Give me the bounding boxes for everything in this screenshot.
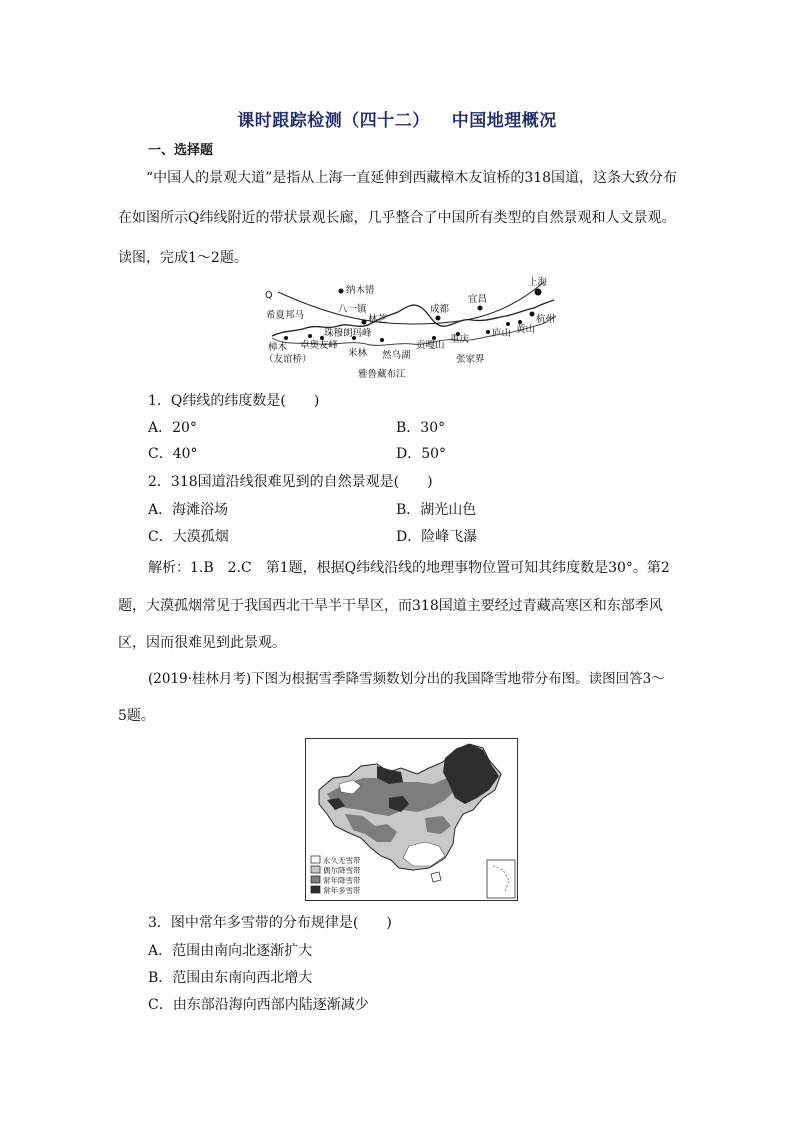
marker-chengdu [436, 316, 441, 321]
label-milin: 米林 [348, 348, 368, 359]
legend-label-occasional: 偶尔降雪带 [323, 866, 361, 875]
q3-option-a: A．范围由南向北逐渐扩大 [148, 943, 313, 959]
label-bayizhen: 八一镇 [338, 304, 367, 315]
marker-yichang [478, 306, 483, 311]
analysis-line-1: 解析：1.B 2.C 第1题，根据Q纬线沿线的地理事物位置可知其纬度数是30°。第2 [148, 560, 670, 576]
intro-paragraph: “中国人的景观大道”是指从上海一直延伸到西藏樟木友谊桥的318国道，这条大致分布在如图所示Q纬线附近的带状景观长廊，几乎整合了中国所有类型的自然景观和人文景观。读图，完成1～2题。 [118, 170, 678, 266]
page-title [0, 106, 794, 131]
q1-option-d: D．50° [396, 446, 447, 462]
hainan-island [431, 872, 441, 882]
marker-zhangmu [284, 336, 288, 340]
marker-zhangjiajie [486, 330, 490, 334]
legend-swatch-occasional [311, 866, 320, 873]
label-huangshan: 黄山 [516, 324, 536, 335]
analysis-line-2: 题，大漠孤烟常见于我国西北干旱半干旱区，而318国道主要经过青藏高寒区和东部季风 [118, 598, 663, 614]
label-xixiabangma: 希夏邦马 [266, 310, 305, 321]
q1-stem: 1．Q纬线的纬度数是( ) [148, 393, 320, 409]
marker-lushan [506, 322, 510, 326]
marker-ranwuhu [380, 338, 384, 342]
label-zhangjiajie: 张家界 [456, 354, 485, 365]
marker-hangzhou [530, 312, 535, 317]
q1-option-b: B．30° [396, 420, 446, 436]
label-lushan: 庐山 [492, 328, 512, 339]
latitude-line-q [278, 282, 544, 324]
q2-option-b: B．湖光山色 [396, 502, 477, 518]
marker-zhuoaoyou [308, 334, 312, 338]
label-zhangmu: 樟木 [268, 342, 288, 353]
intro2-line-2: 5题。 [118, 708, 155, 724]
snow-zone-map [305, 738, 518, 901]
intro2-line-1: (2019·桂林月考)下图为根据雪季降雪频数划分出的我国降雪地带分布图。读图回答3～ [148, 671, 665, 687]
q2-stem: 2．318国道沿线很难见到的自然景观是( ) [148, 474, 433, 490]
q1-option-c: C．40° [148, 446, 198, 462]
legend-swatch-none [311, 856, 320, 863]
label-namucuo: 纳木错 [346, 285, 375, 296]
q2-option-c: C．大漠孤烟 [148, 529, 229, 545]
label-yarlung: 雅鲁藏布江 [358, 369, 406, 380]
label-zhuoaoyou: 卓奥友峰 [300, 340, 339, 351]
q3-option-b: B．范围由东南向西北增大 [148, 970, 313, 986]
title-sub: 中国地理概况 [451, 111, 557, 131]
legend-swatch-heavy [311, 886, 320, 893]
south-sea-inset [487, 860, 515, 898]
legend-label-yearly: 常年降雪带 [323, 876, 361, 885]
label-linzhi: 林芝 [368, 314, 388, 325]
q2-option-d: D．险峰飞瀑 [396, 529, 478, 545]
label-chengdu: 成都 [430, 304, 450, 315]
marker-bayizhen [362, 320, 367, 325]
legend-label-none: 永久无雪带 [323, 856, 361, 865]
section-heading: 一、选择题 [148, 143, 214, 158]
label-gonggashan: 贡嘎山 [416, 340, 445, 351]
q3-option-c: C．由东部沿海向西部内陆逐渐减少 [148, 997, 369, 1013]
route-318-map [262, 272, 562, 384]
q2-option-a: A．海滩浴场 [148, 502, 229, 518]
marker-namucuo [339, 289, 344, 294]
label-shanghai: 上海 [528, 277, 548, 288]
q1-option-a: A．20° [148, 420, 197, 436]
marker-shanghai [535, 289, 542, 296]
label-youyiqiao: （友谊桥） [264, 354, 312, 365]
label-chongqing: 重庆 [450, 334, 470, 345]
label-yichang: 宜昌 [468, 294, 488, 305]
label-q: Q [265, 290, 273, 301]
legend-label-heavy: 常年多雪带 [323, 886, 361, 895]
legend-swatch-yearly [311, 876, 320, 883]
q3-stem: 3．图中常年多雪带的分布规律是( ) [148, 915, 392, 931]
label-hangzhou: 杭州 [536, 314, 556, 325]
analysis-line-3: 区，因而很难见到此景观。 [118, 635, 286, 651]
label-ranwuhu: 然乌湖 [382, 350, 411, 361]
route-line [272, 300, 554, 336]
label-zhumulangma: 珠穆朗玛峰 [324, 328, 372, 339]
title-main: 课时跟踪检测（四十二） [237, 111, 430, 131]
